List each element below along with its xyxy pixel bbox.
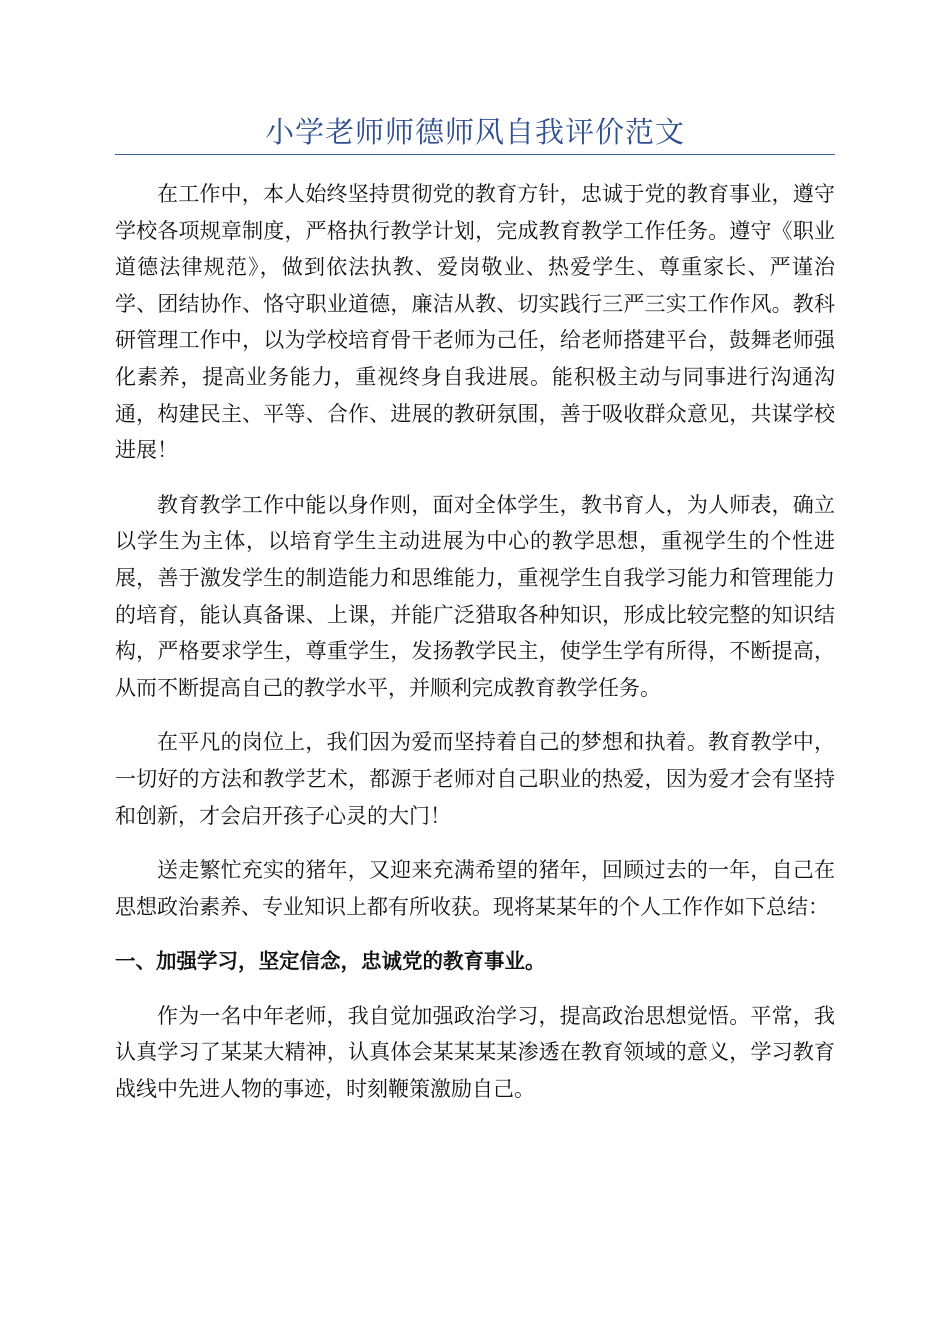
paragraph-1: 在工作中，本人始终坚持贯彻党的教育方针，忠诚于党的教育事业，遵守学校各项规章制度，严格执行教学计划，完成教育教学工作任务。遵守《职业道德法律规范》，做到依法执教、爱岗敬业、热爱学生、尊重家长、严谨治学、团结协作、恪守职业道德，廉洁从教、切实践行三严三实工作作风。教科研管理工作中，以为学校培育骨干老师为己任，给老师搭建平台，鼓舞老师强化素养，提高业务能力，重视终身自我进展。能积极主动与同事进行沟通沟通，构建民主、平等、合作、进展的教研氛围，善于吸收群众意见，共谋学校进展！	[115, 182, 835, 463]
document-body	[115, 176, 835, 1126]
title-underline	[115, 154, 835, 155]
section-heading-1: 一、加强学习，坚定信念，忠诚党的教育事业。	[115, 949, 546, 974]
paragraph-3: 在平凡的岗位上，我们因为爱而坚持着自己的梦想和执着。教育教学中，一切好的方法和教学艺术，都源于老师对自己职业的热爱，因为爱才会有坚持和创新，才会启开孩子心灵的大门！	[115, 730, 835, 828]
paragraph-5: 作为一名中年老师，我自觉加强政治学习，提高政治思想觉悟。平常，我认真学习了某某大精神，认真体会某某某某渗透在教育领域的意义，学习教育战线中先进人物的事迹，时刻鞭策激励自己。	[115, 1003, 835, 1102]
paragraph-4: 送走繁忙充实的猪年，又迎来充满希望的猪年，回顾过去的一年，自己在思想政治素养、专业知识上都有所收获。现将某某年的个人工作作如下总结：	[115, 858, 835, 919]
paragraph-2: 教育教学工作中能以身作则，面对全体学生，教书育人，为人师表，确立以学生为主体，以培育学生主动进展为中心的教学思想，重视学生的个性进展，善于激发学生的制造能力和思维能力，重视学生自我学习能力和管理能力的培育，能认真备课、上课，并能广泛猎取各种知识，形成比较完整的知识结构，严格要求学生，尊重学生，发扬教学民主，使学生学有所得，不断提高，从而不断提高自己的教学水平，并顺利完成教育教学任务。	[115, 492, 835, 700]
document-title: 小学老师师德师风自我评价范文	[264, 115, 685, 149]
